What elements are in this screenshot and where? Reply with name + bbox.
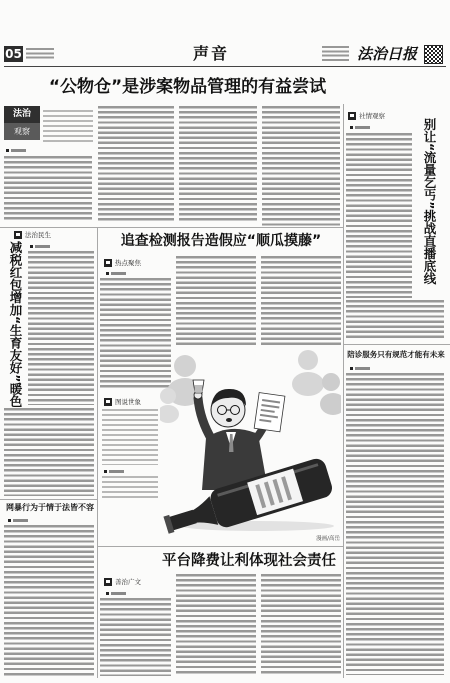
column-label-text: 社情观察 [359, 112, 385, 120]
center-headline: 追查检测报告造假应“顺瓜摸藤” [120, 233, 322, 249]
cartoon-credit: 漫画/高岳 [316, 536, 340, 542]
header-rule [4, 66, 446, 67]
article-body-text [100, 598, 171, 676]
column-label-icon [14, 231, 22, 239]
column-label-icon [348, 112, 356, 120]
byline [104, 469, 124, 474]
section-rule [98, 546, 343, 547]
badge-line-1: 法治 [4, 106, 40, 123]
section-title: 声音 [192, 44, 229, 63]
article-body-text [179, 106, 257, 223]
badge-line-2: 观察 [4, 123, 40, 140]
article-body-text [176, 256, 256, 348]
column-label-hotspot [104, 258, 141, 267]
column-label-icon [104, 398, 112, 406]
left-top-headline: 减税红包增加“生育友好”暖色 [8, 241, 23, 408]
byline [6, 148, 26, 153]
column-rule [343, 104, 344, 678]
column-label-governance [104, 577, 141, 586]
article-body-text [28, 251, 94, 405]
editorial-cartoon [160, 348, 341, 535]
article-body-text [261, 256, 341, 348]
column-label-cartoon [104, 397, 141, 406]
right-top-headline: 别让“流量乞丐”挑战直播底线 [422, 118, 437, 285]
section-rule [0, 227, 343, 228]
column-label-text: 图说世象 [115, 398, 141, 406]
column-label-icon [104, 578, 112, 586]
column-label-social [348, 111, 385, 120]
bottom-headline: 平台降费让利体现社会责任 [162, 553, 336, 569]
cartoon-figure [193, 380, 268, 490]
article-body-text [346, 300, 444, 340]
editor-credits [322, 46, 349, 63]
column-label-icon [104, 259, 112, 267]
byline [8, 518, 28, 523]
byline [350, 125, 370, 130]
article-body-text [176, 574, 256, 676]
article-body-text [98, 106, 174, 223]
article-body-text [4, 408, 94, 496]
byline [350, 366, 370, 371]
article-body-text [346, 133, 412, 298]
article-body-text [262, 106, 340, 226]
column-label-text: 热点聚焦 [115, 259, 141, 267]
section-rule [0, 499, 97, 500]
report-papers [254, 393, 285, 432]
byline [106, 271, 126, 276]
left-bottom-headline: 网暴行为于情于法皆不容 [6, 503, 94, 512]
column-label-text: 法治民生 [25, 231, 51, 239]
issue-date [26, 48, 54, 61]
column-badge-fazhi-guancha [4, 106, 40, 140]
article-body-text [346, 373, 444, 675]
cartoon-caption-text [102, 476, 158, 500]
section-rule [344, 344, 450, 345]
page-number: 05 [5, 47, 22, 61]
column-label-text: 善治广文 [115, 578, 141, 586]
right-bottom-headline: 陪诊服务只有规范才能有未来 [347, 350, 445, 359]
pull-quote [43, 110, 93, 142]
qr-code [424, 45, 443, 64]
byline [106, 591, 126, 596]
article-body-text [4, 156, 92, 222]
crowd-silhouettes [160, 350, 341, 423]
article-body-text [261, 574, 341, 676]
byline [30, 244, 50, 249]
cartoon-caption-text [102, 409, 158, 465]
column-rule [97, 227, 98, 678]
masthead-logo: 法治日报 [356, 45, 417, 63]
main-headline: “公物仓”是涉案物品管理的有益尝试 [48, 77, 327, 97]
article-body-text [4, 525, 94, 676]
column-label-fazhi-minsheng [14, 230, 51, 239]
